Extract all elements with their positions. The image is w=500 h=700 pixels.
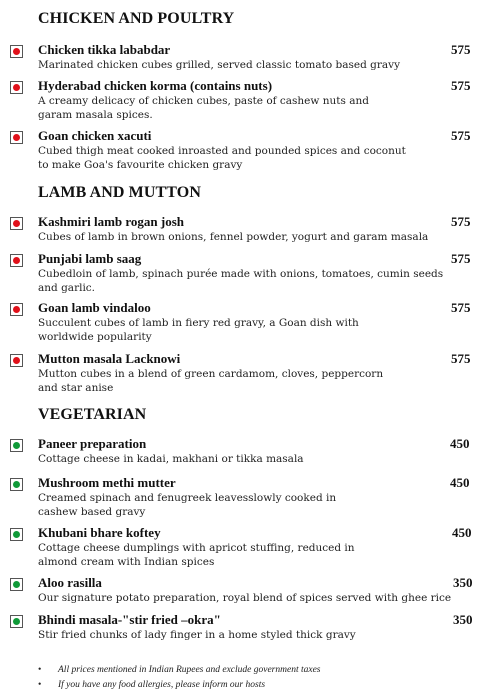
footnote: • All prices mentioned in Indian Rupees and exclude government taxes [38, 663, 321, 678]
item-name: Paneer preparation [38, 436, 147, 451]
item-name: Chicken tikka lababdar [38, 42, 171, 57]
item-price: 575 [451, 251, 471, 266]
item-price: 350 [453, 612, 473, 627]
item-name: Aloo rasilla [38, 575, 102, 590]
item-price: 575 [451, 351, 471, 366]
item-description: Creamed spinach and fenugreek leavesslowly cooked in cashew based gravy [38, 492, 337, 518]
item-name: Goan lamb vindaloo [38, 300, 151, 315]
non-veg-marker-icon [10, 303, 23, 316]
non-veg-marker-icon [10, 254, 23, 267]
item-description: Stir fried chunks of lady finger in a home styled thick gravy [38, 629, 356, 641]
item-description: Cottage cheese in kadai, makhani or tikka masala [38, 453, 304, 465]
item-description: Marinated chicken cubes grilled, served classic tomato based gravy [38, 59, 401, 71]
footnote: • If you have any food allergies, please inform our hosts [38, 678, 321, 693]
veg-marker-icon [10, 578, 23, 591]
non-veg-marker-icon [10, 354, 23, 367]
non-veg-marker-icon [10, 217, 23, 230]
section-title-vegetarian: VEGETARIAN [38, 406, 147, 423]
veg-marker-icon [10, 528, 23, 541]
section-title-chicken-poultry: CHICKEN AND POULTRY [38, 10, 235, 27]
item-price: 575 [451, 42, 471, 57]
veg-marker-icon [10, 478, 23, 491]
section-title-lamb-mutton: LAMB AND MUTTON [38, 184, 201, 201]
item-price: 450 [450, 475, 470, 490]
item-price: 575 [451, 300, 471, 315]
item-description: Mutton cubes in a blend of green cardamom, cloves, peppercorn and star anise [38, 368, 384, 394]
footnotes [38, 663, 321, 693]
item-name: Bhindi masala-"stir fried –okra" [38, 612, 221, 627]
item-price: 575 [451, 214, 471, 229]
item-name: Mutton masala Lacknowi [38, 351, 181, 366]
item-name: Hyderabad chicken korma (contains nuts) [38, 78, 273, 93]
item-description: A creamy delicacy of chicken cubes, paste of cashew nuts and garam masala spices. [38, 95, 369, 121]
veg-marker-icon [10, 615, 23, 628]
item-name: Mushroom methi mutter [38, 475, 176, 490]
item-name: Goan chicken xacuti [38, 128, 152, 143]
item-description: Cubes of lamb in brown onions, fennel powder, yogurt and garam masala [38, 231, 429, 243]
item-price: 450 [450, 436, 470, 451]
non-veg-marker-icon [10, 81, 23, 94]
item-description: Succulent cubes of lamb in fiery red gravy, a Goan dish with worldwide popularity [38, 317, 359, 343]
item-description: Our signature potato preparation, royal blend of spices served with ghee rice [38, 592, 452, 604]
item-price: 350 [453, 575, 473, 590]
non-veg-marker-icon [10, 45, 23, 58]
item-name: Punjabi lamb saag [38, 251, 142, 266]
item-description: Cottage cheese dumplings with apricot stuffing, reduced in almond cream with Indian spices [38, 542, 355, 568]
item-description: Cubedloin of lamb, spinach purée made with onions, tomatoes, cumin seeds and garlic. [38, 268, 444, 294]
veg-marker-icon [10, 439, 23, 452]
non-veg-marker-icon [10, 131, 23, 144]
item-name: Khubani bhare koftey [38, 525, 161, 540]
item-price: 575 [451, 78, 471, 93]
item-name: Kashmiri lamb rogan josh [38, 214, 185, 229]
item-price: 450 [452, 525, 472, 540]
item-price: 575 [451, 128, 471, 143]
item-description: Cubed thigh meat cooked inroasted and pounded spices and coconut to make Goa's favourite chicken gravy [38, 145, 406, 171]
